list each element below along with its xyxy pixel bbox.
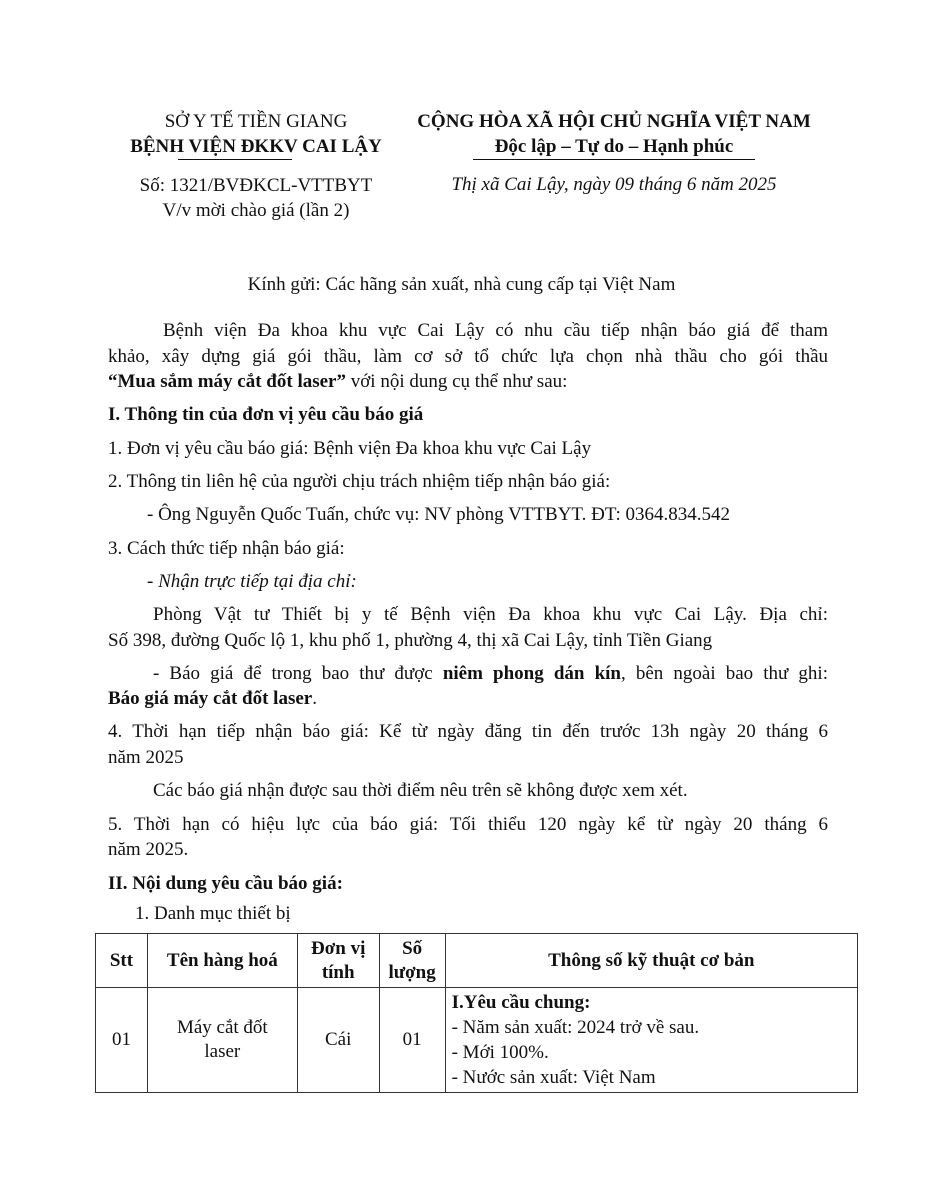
spec-line: - Năm sản xuất: 2024 trở về sau. [451, 1017, 700, 1038]
equipment-list-heading: 1. Danh mục thiết bị [135, 903, 291, 924]
address-line-1: Phòng Vật tư Thiết bị y tế Bệnh viện Đa khoa khu vực Cai Lậy. Địa chỉ: [153, 604, 828, 625]
cell-name [147, 988, 297, 1093]
deadline-line-1: 4. Thời hạn tiếp nhận báo giá: Kể từ ngày đăng tin đến trước 13h ngày 20 tháng 6 [108, 721, 828, 742]
header-unit-line-2: tính [321, 961, 355, 983]
cell-spec [445, 988, 857, 1093]
header-name: Tên hàng hoá [147, 934, 297, 988]
spec-line: - Mới 100%. [451, 1042, 549, 1063]
envelope-label-end: . [312, 688, 317, 709]
org-underline [178, 159, 292, 160]
header-stt: Stt [96, 934, 148, 988]
receiving-method-heading: 3. Cách thức tiếp nhận báo giá: [108, 538, 345, 559]
document-number: Số: 1321/BVĐKCL-VTTBYT [139, 175, 373, 196]
cell-unit: Cái [297, 988, 379, 1093]
org-name: BỆNH VIỆN ĐKKV CAI LẬY [130, 136, 382, 157]
intro-line-3-rest: với nội dung cụ thể như sau: [346, 371, 568, 392]
validity-line-1: 5. Thời hạn có hiệu lực của báo giá: Tối thiểu 120 ngày kể từ ngày 20 tháng 6 [108, 814, 828, 835]
intro-line-2: khảo, xây dựng giá gói thầu, làm cơ sở tổ chức lựa chọn nhà thầu cho gói thầu [108, 346, 828, 367]
cell-name-line-2: laser [204, 1041, 241, 1062]
table-row [96, 988, 858, 1093]
place-date: Thị xã Cai Lậy, ngày 09 tháng 6 năm 2025 [451, 174, 777, 195]
recipient: Kính gửi: Các hãng sản xuất, nhà cung cấp tại Việt Nam [247, 274, 676, 295]
national-title: CỘNG HÒA XÃ HỘI CHỦ NGHĨA VIỆT NAM [417, 111, 811, 132]
spec-heading: I.Yêu cầu chung: [451, 992, 591, 1013]
contact-person: - Ông Nguyễn Quốc Tuấn, chức vụ: NV phòng VTTBYT. ĐT: 0364.834.542 [147, 504, 731, 525]
cell-stt: 01 [96, 988, 148, 1093]
seal-post: , bên ngoài bao thư ghi: [621, 663, 828, 684]
address-line-2: Số 398, đường Quốc lộ 1, khu phố 1, phường 4, thị xã Cai Lậy, tỉnh Tiền Giang [108, 630, 713, 651]
envelope-label-line [108, 686, 317, 712]
header-unit-line-1: Đơn vị [311, 937, 366, 959]
spec-line: - Nước sản xuất: Việt Nam [451, 1067, 656, 1088]
intro-line-1: Bệnh viện Đa khoa khu vực Cai Lậy có nhu cầu tiếp nhận báo giá để tham [163, 320, 828, 341]
org-parent: SỞ Y TẾ TIỀN GIANG [164, 111, 348, 132]
seal-bold: niêm phong dán kín [442, 663, 621, 684]
header-qty-line-2: lượng [388, 961, 436, 983]
motto-underline [473, 159, 755, 160]
deadline-line-2: năm 2025 [108, 747, 184, 768]
cell-name-line-1: Máy cắt đốt [176, 1017, 268, 1038]
late-note: Các báo giá nhận được sau thời điểm nêu trên sẽ không được xem xét. [153, 780, 688, 801]
table-header-row [96, 934, 858, 988]
section-1-heading: I. Thông tin của đơn vị yêu cầu báo giá [108, 404, 424, 425]
contact-heading: 2. Thông tin liên hệ của người chịu trách nhiệm tiếp nhận báo giá: [108, 471, 611, 492]
envelope-label: Báo giá máy cắt đốt laser [108, 688, 313, 709]
equipment-table [95, 933, 858, 1093]
direct-delivery: - Nhận trực tiếp tại địa chỉ: [147, 571, 357, 592]
validity-line-2: năm 2025. [108, 839, 189, 860]
header-qty [379, 934, 445, 988]
cell-qty: 01 [379, 988, 445, 1093]
document-subject: V/v mời chào giá (lần 2) [162, 200, 350, 221]
header-unit [297, 934, 379, 988]
header-spec: Thông số kỹ thuật cơ bản [445, 934, 857, 988]
requesting-unit: 1. Đơn vị yêu cầu báo giá: Bệnh viện Đa khoa khu vực Cai Lậy [108, 438, 592, 459]
section-2-heading: II. Nội dung yêu cầu báo giá: [108, 873, 343, 894]
seal-instruction [153, 661, 828, 687]
seal-pre: - Báo giá để trong bao thư được [153, 663, 443, 684]
header-qty-line-1: Số [402, 937, 423, 959]
intro-line-3 [108, 369, 828, 395]
package-name: “Mua sắm máy cắt đốt laser” [108, 371, 346, 392]
national-motto: Độc lập – Tự do – Hạnh phúc [494, 136, 734, 157]
